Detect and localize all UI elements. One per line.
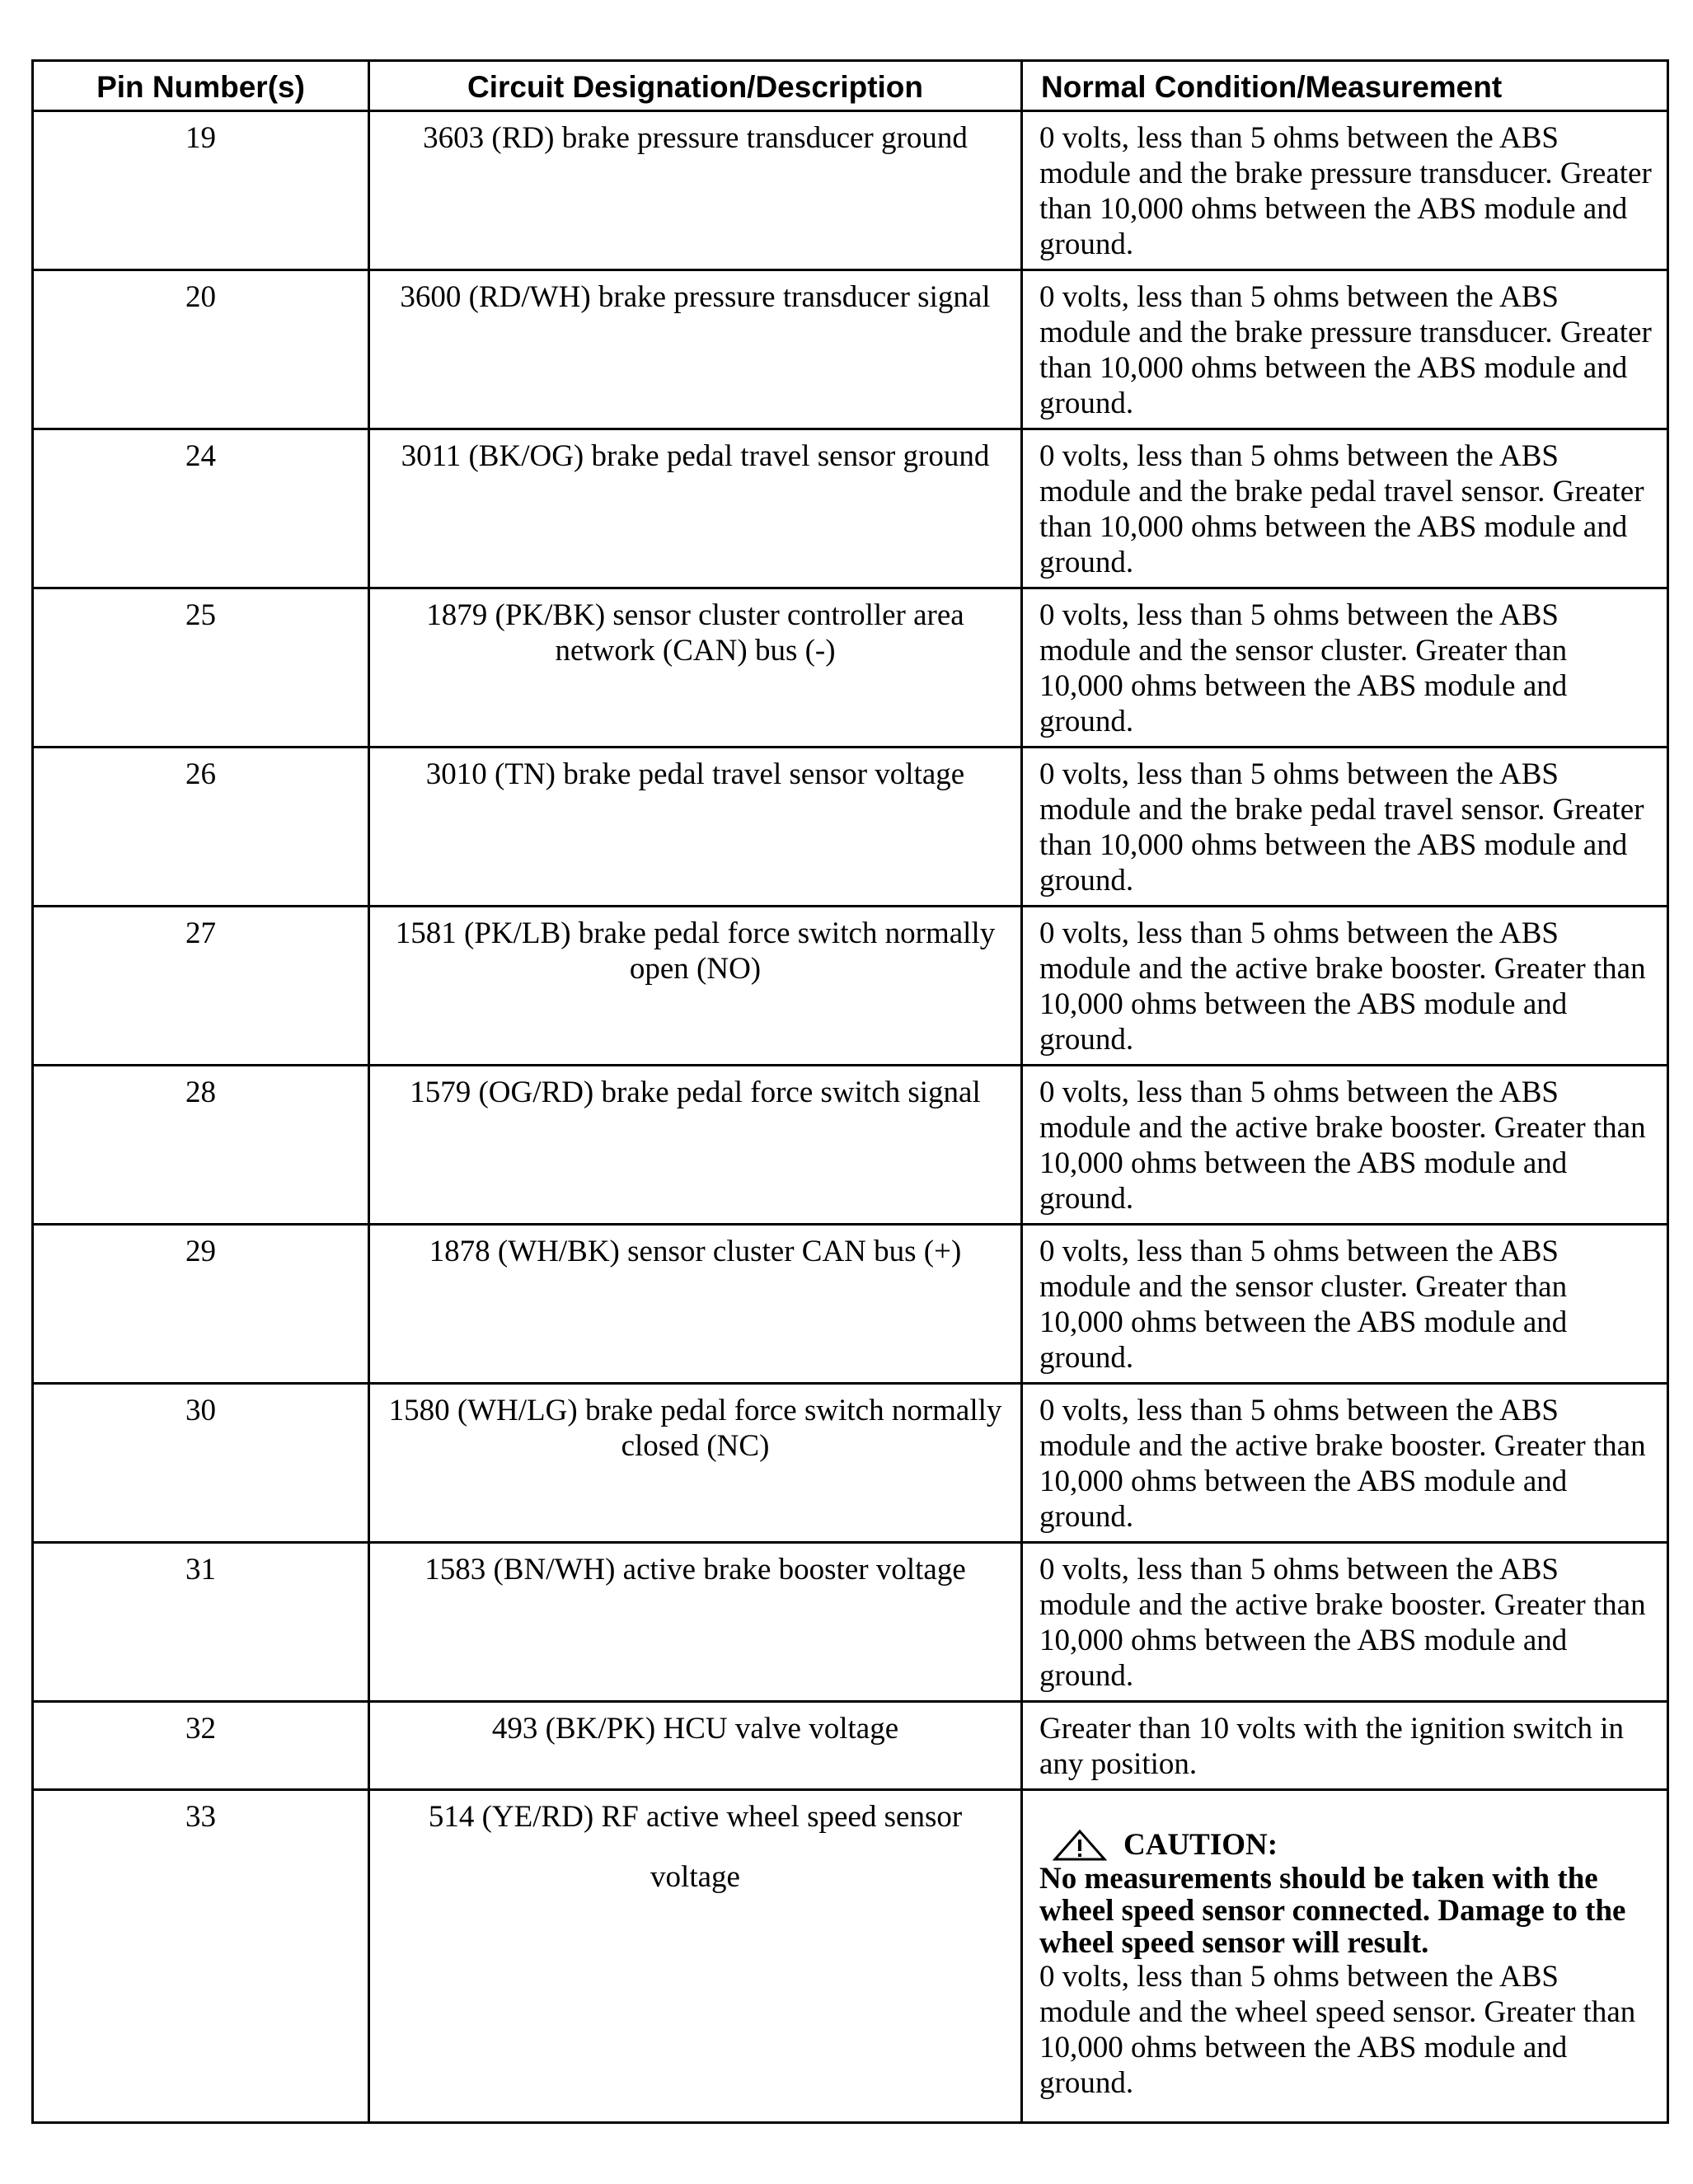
circuit-description: 493 (BK/PK) HCU valve voltage [369, 1702, 1022, 1790]
circuit-description: 1581 (PK/LB) brake pedal force switch normally open (NO) [369, 907, 1022, 1066]
circuit-description: 3600 (RD/WH) brake pressure transducer signal [369, 270, 1022, 429]
normal-condition: 0 volts, less than 5 ohms between the ABS module and the brake pressure transducer. Greater than 10,000 ohms between the ABS module and ground. [1022, 111, 1668, 270]
circuit-description: 1579 (OG/RD) brake pedal force switch signal [369, 1066, 1022, 1225]
table-row [33, 907, 1668, 1066]
normal-condition-text: 0 volts, less than 5 ohms between the ABS module and the wheel speed sensor. Greater than 10,000 ohms between the ABS module and ground. [1039, 1960, 1636, 2100]
circuit-description: 3011 (BK/OG) brake pedal travel sensor ground [369, 429, 1022, 588]
normal-condition: Greater than 10 volts with the ignition switch in any position. [1022, 1702, 1668, 1790]
pin-number: 27 [33, 907, 369, 1066]
header-pin-numbers: Pin Number(s) [33, 61, 369, 111]
caution-label: CAUTION: [1123, 1828, 1278, 1862]
pin-number: 33 [33, 1790, 369, 2123]
pin-number: 20 [33, 270, 369, 429]
table-row [33, 270, 1668, 429]
circuit-description-line2: voltage [650, 1860, 740, 1894]
table-row [33, 1384, 1668, 1543]
circuit-description: 3603 (RD) brake pressure transducer ground [369, 111, 1022, 270]
table-row [33, 1543, 1668, 1702]
pin-number: 30 [33, 1384, 369, 1543]
pinout-table [31, 59, 1669, 2124]
normal-condition: 0 volts, less than 5 ohms between the ABS module and the brake pressure transducer. Greater than 10,000 ohms between the ABS module and ground. [1022, 270, 1668, 429]
normal-condition: 0 volts, less than 5 ohms between the ABS module and the active brake booster. Greater than 10,000 ohms between the ABS module and ground. [1022, 1384, 1668, 1543]
table-row [33, 429, 1668, 588]
normal-condition: 0 volts, less than 5 ohms between the ABS module and the brake pedal travel sensor. Greater than 10,000 ohms between the ABS module and ground. [1022, 429, 1668, 588]
pin-number: 19 [33, 111, 369, 270]
table-row [33, 1066, 1668, 1225]
pin-number: 31 [33, 1543, 369, 1702]
circuit-description: 1878 (WH/BK) sensor cluster CAN bus (+) [369, 1225, 1022, 1384]
normal-condition: 0 volts, less than 5 ohms between the ABS module and the active brake booster. Greater than 10,000 ohms between the ABS module and ground. [1022, 1066, 1668, 1225]
header-normal-condition: Normal Condition/Measurement [1022, 61, 1668, 111]
circuit-description-line1: 514 (YE/RD) RF active wheel speed sensor [428, 1800, 963, 1834]
circuit-description: 1879 (PK/BK) sensor cluster controller area network (CAN) bus (-) [369, 588, 1022, 748]
normal-condition: 0 volts, less than 5 ohms between the ABS module and the sensor cluster. Greater than 10,000 ohms between the ABS module and ground. [1022, 1225, 1668, 1384]
circuit-description: 1580 (WH/LG) brake pedal force switch normally closed (NC) [369, 1384, 1022, 1543]
table-row [33, 111, 1668, 270]
pin-number: 24 [33, 429, 369, 588]
circuit-description [369, 1790, 1022, 2123]
pin-number: 29 [33, 1225, 369, 1384]
table-row [33, 748, 1668, 907]
circuit-description: 1583 (BN/WH) active brake booster voltage [369, 1543, 1022, 1702]
pin-number: 25 [33, 588, 369, 748]
header-circuit-description: Circuit Designation/Description [369, 61, 1022, 111]
circuit-description: 3010 (TN) brake pedal travel sensor voltage [369, 748, 1022, 907]
normal-condition [1022, 1790, 1668, 2123]
pin-number: 28 [33, 1066, 369, 1225]
normal-condition: 0 volts, less than 5 ohms between the ABS module and the brake pedal travel sensor. Greater than 10,000 ohms between the ABS module and ground. [1022, 748, 1668, 907]
table-row [33, 1790, 1668, 2123]
normal-condition: 0 volts, less than 5 ohms between the ABS module and the sensor cluster. Greater than 10,000 ohms between the ABS module and ground. [1022, 588, 1668, 748]
table-row [33, 1702, 1668, 1790]
table-header-row [33, 61, 1668, 111]
warning-triangle-icon [1053, 1829, 1107, 1862]
pin-number: 32 [33, 1702, 369, 1790]
pin-number: 26 [33, 748, 369, 907]
table-row [33, 1225, 1668, 1384]
caution-heading [1053, 1827, 1657, 1863]
table-row [33, 588, 1668, 748]
normal-condition: 0 volts, less than 5 ohms between the ABS module and the active brake booster. Greater than 10,000 ohms between the ABS module and ground. [1022, 907, 1668, 1066]
normal-condition: 0 volts, less than 5 ohms between the ABS module and the active brake booster. Greater than 10,000 ohms between the ABS module and ground. [1022, 1543, 1668, 1702]
caution-block [1039, 1827, 1657, 2101]
caution-text: No measurements should be taken with the wheel speed sensor connected. Damage to the wheel speed sensor will result. [1039, 1862, 1626, 1960]
